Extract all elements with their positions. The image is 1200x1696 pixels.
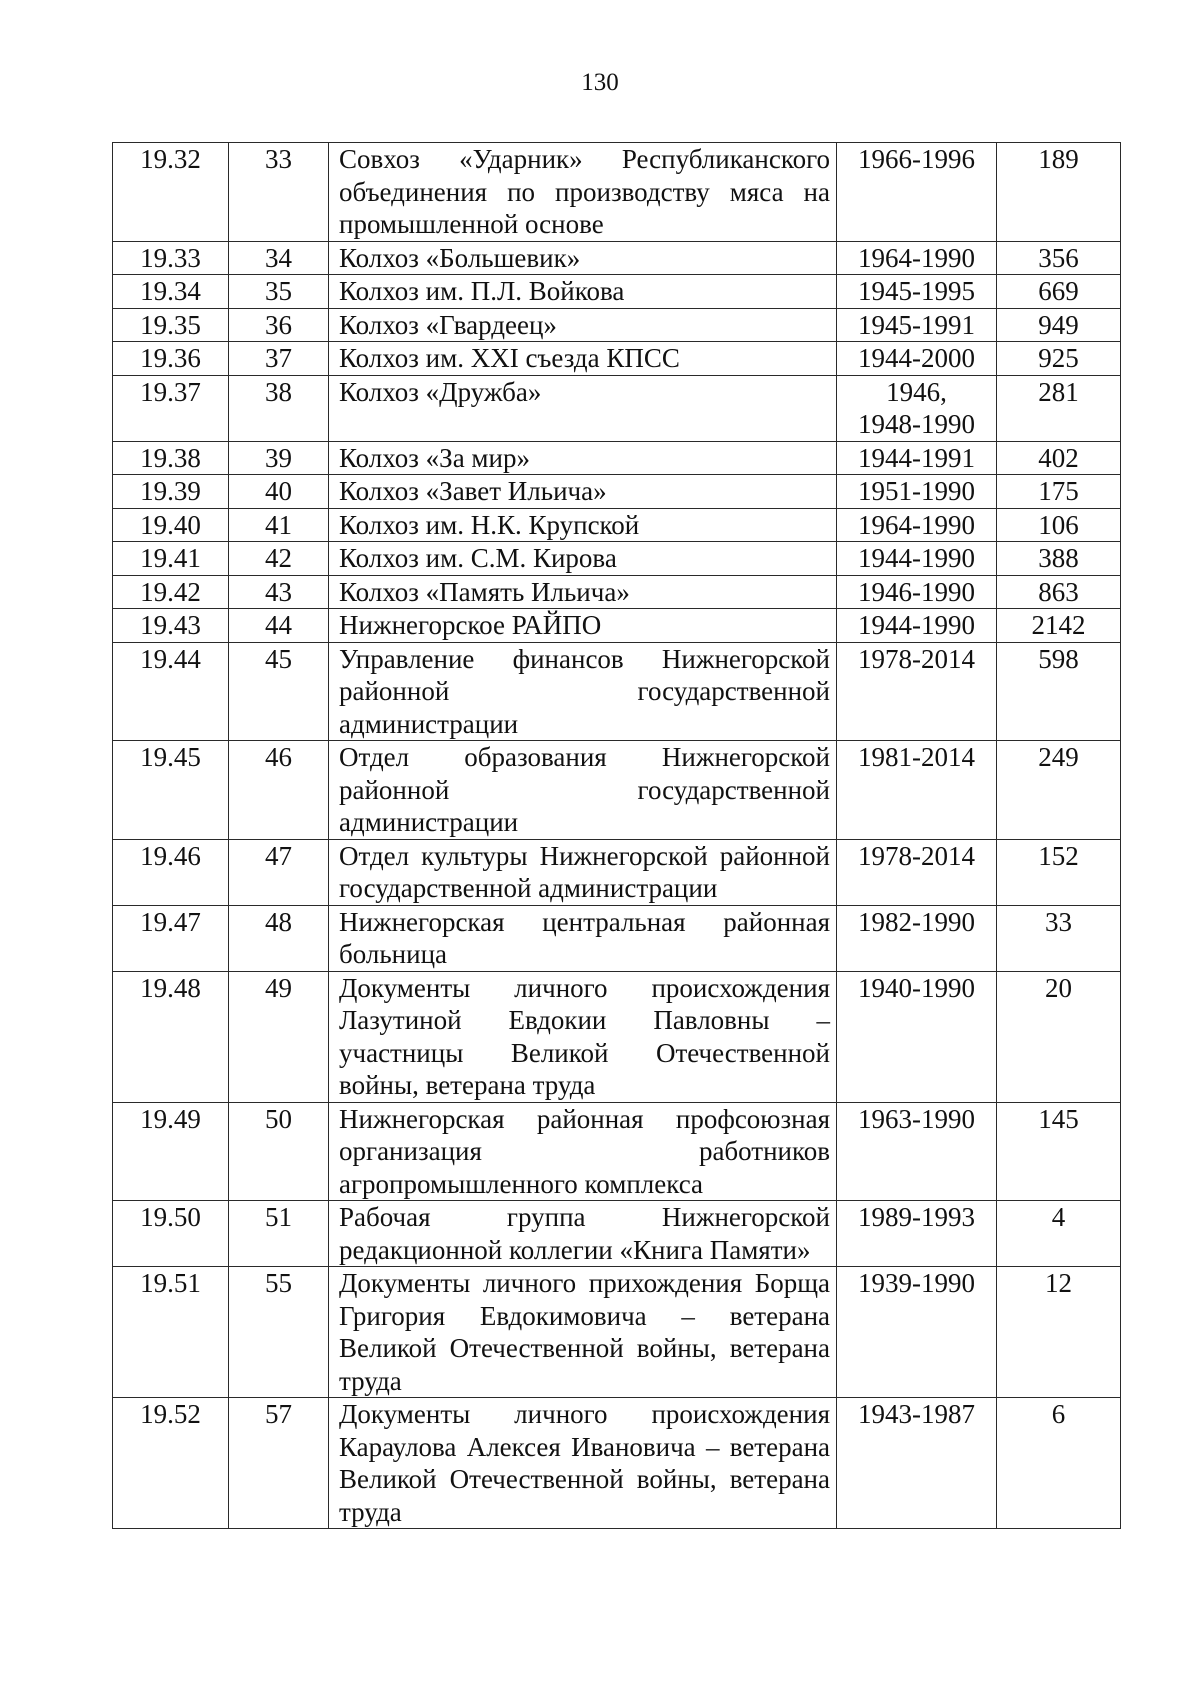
section-number-cell: 19.40 [113, 508, 229, 542]
item-count-cell: 12 [997, 1267, 1121, 1398]
item-count-cell: 925 [997, 342, 1121, 376]
section-number-cell: 19.43 [113, 609, 229, 643]
section-number-cell: 19.47 [113, 905, 229, 971]
date-range-cell: 1944-2000 [837, 342, 997, 376]
item-count-cell: 189 [997, 143, 1121, 242]
table-row [113, 839, 1121, 905]
table-row [113, 642, 1121, 741]
section-number-cell: 19.48 [113, 971, 229, 1102]
section-number-cell: 19.44 [113, 642, 229, 741]
item-count-cell: 598 [997, 642, 1121, 741]
table-row [113, 609, 1121, 643]
date-range-cell: 1944-1990 [837, 609, 997, 643]
fund-name-cell: Управление финансов Нижнегорской районной государственной администрации [329, 642, 837, 741]
fund-number-cell: 34 [229, 241, 329, 275]
section-number-cell: 19.39 [113, 475, 229, 509]
fund-number-cell: 49 [229, 971, 329, 1102]
item-count-cell: 145 [997, 1102, 1121, 1201]
table-row [113, 971, 1121, 1102]
fund-name-cell: Колхоз «За мир» [329, 441, 837, 475]
fund-number-cell: 33 [229, 143, 329, 242]
section-number-cell: 19.42 [113, 575, 229, 609]
table-row [113, 575, 1121, 609]
date-range-cell: 1963-1990 [837, 1102, 997, 1201]
item-count-cell: 281 [997, 375, 1121, 441]
date-range-cell: 1946, 1948-1990 [837, 375, 997, 441]
date-range-cell: 1966-1996 [837, 143, 997, 242]
fund-number-cell: 47 [229, 839, 329, 905]
fund-number-cell: 42 [229, 542, 329, 576]
fund-table-body [113, 143, 1121, 1529]
table-row [113, 308, 1121, 342]
item-count-cell: 2142 [997, 609, 1121, 643]
item-count-cell: 20 [997, 971, 1121, 1102]
fund-name-cell: Колхоз «Завет Ильича» [329, 475, 837, 509]
fund-number-cell: 38 [229, 375, 329, 441]
section-number-cell: 19.50 [113, 1201, 229, 1267]
table-row [113, 475, 1121, 509]
fund-number-cell: 50 [229, 1102, 329, 1201]
date-range-cell: 1981-2014 [837, 741, 997, 840]
table-row [113, 342, 1121, 376]
fund-number-cell: 40 [229, 475, 329, 509]
fund-name-cell: Отдел культуры Нижнегорской районной государственной администрации [329, 839, 837, 905]
table-row [113, 275, 1121, 309]
date-range-cell: 1943-1987 [837, 1398, 997, 1529]
item-count-cell: 106 [997, 508, 1121, 542]
date-range-cell: 1978-2014 [837, 642, 997, 741]
date-range-cell: 1944-1990 [837, 542, 997, 576]
section-number-cell: 19.32 [113, 143, 229, 242]
section-number-cell: 19.34 [113, 275, 229, 309]
fund-name-cell: Документы личного происхождения Караулова Алексея Ивановича – ветерана Великой Отечественной войны, ветерана труда [329, 1398, 837, 1529]
date-range-cell: 1945-1991 [837, 308, 997, 342]
table-row [113, 508, 1121, 542]
table-row [113, 441, 1121, 475]
fund-name-cell: Совхоз «Ударник» Республиканского объединения по производству мяса на промышленной основе [329, 143, 837, 242]
section-number-cell: 19.36 [113, 342, 229, 376]
date-range-cell: 1982-1990 [837, 905, 997, 971]
table-row [113, 1267, 1121, 1398]
fund-name-cell: Колхоз «Память Ильича» [329, 575, 837, 609]
fund-number-cell: 46 [229, 741, 329, 840]
fund-name-cell: Нижнегорская районная профсоюзная организация работников агропромышленного комплекса [329, 1102, 837, 1201]
fund-name-cell: Отдел образования Нижнегорской районной государственной администрации [329, 741, 837, 840]
fund-name-cell: Колхоз «Дружба» [329, 375, 837, 441]
date-range-cell: 1944-1991 [837, 441, 997, 475]
item-count-cell: 152 [997, 839, 1121, 905]
item-count-cell: 863 [997, 575, 1121, 609]
fund-table [112, 142, 1121, 1529]
section-number-cell: 19.46 [113, 839, 229, 905]
date-range-cell: 1964-1990 [837, 241, 997, 275]
item-count-cell: 669 [997, 275, 1121, 309]
date-range-cell: 1989-1993 [837, 1201, 997, 1267]
section-number-cell: 19.33 [113, 241, 229, 275]
item-count-cell: 949 [997, 308, 1121, 342]
fund-name-cell: Рабочая группа Нижнегорской редакционной коллегии «Книга Памяти» [329, 1201, 837, 1267]
table-row [113, 905, 1121, 971]
section-number-cell: 19.37 [113, 375, 229, 441]
fund-name-cell: Нижнегорское РАЙПО [329, 609, 837, 643]
fund-number-cell: 41 [229, 508, 329, 542]
table-row [113, 1102, 1121, 1201]
fund-name-cell: Колхоз им. С.М. Кирова [329, 542, 837, 576]
section-number-cell: 19.41 [113, 542, 229, 576]
table-row [113, 143, 1121, 242]
section-number-cell: 19.49 [113, 1102, 229, 1201]
fund-number-cell: 39 [229, 441, 329, 475]
fund-number-cell: 57 [229, 1398, 329, 1529]
date-range-cell: 1940-1990 [837, 971, 997, 1102]
fund-name-cell: Колхоз им. XXI съезда КПСС [329, 342, 837, 376]
date-range-cell: 1945-1995 [837, 275, 997, 309]
section-number-cell: 19.51 [113, 1267, 229, 1398]
item-count-cell: 388 [997, 542, 1121, 576]
fund-number-cell: 36 [229, 308, 329, 342]
item-count-cell: 33 [997, 905, 1121, 971]
item-count-cell: 249 [997, 741, 1121, 840]
fund-name-cell: Колхоз им. Н.К. Крупской [329, 508, 837, 542]
fund-name-cell: Колхоз им. П.Л. Войкова [329, 275, 837, 309]
page-number: 130 [581, 69, 619, 96]
table-row [113, 741, 1121, 840]
section-number-cell: 19.35 [113, 308, 229, 342]
item-count-cell: 175 [997, 475, 1121, 509]
fund-number-cell: 44 [229, 609, 329, 643]
table-row [113, 375, 1121, 441]
table-row [113, 241, 1121, 275]
fund-number-cell: 48 [229, 905, 329, 971]
fund-number-cell: 55 [229, 1267, 329, 1398]
table-row [113, 1201, 1121, 1267]
fund-name-cell: Документы личного прихождения Борща Григория Евдокимовича – ветерана Великой Отечественной войны, ветерана труда [329, 1267, 837, 1398]
date-range-cell: 1978-2014 [837, 839, 997, 905]
fund-name-cell: Колхоз «Гвардеец» [329, 308, 837, 342]
fund-number-cell: 51 [229, 1201, 329, 1267]
section-number-cell: 19.38 [113, 441, 229, 475]
section-number-cell: 19.52 [113, 1398, 229, 1529]
fund-number-cell: 35 [229, 275, 329, 309]
fund-name-cell: Документы личного происхождения Лазутиной Евдокии Павловны – участницы Великой Отечественной войны, ветерана труда [329, 971, 837, 1102]
date-range-cell: 1951-1990 [837, 475, 997, 509]
table-row [113, 1398, 1121, 1529]
date-range-cell: 1939-1990 [837, 1267, 997, 1398]
item-count-cell: 402 [997, 441, 1121, 475]
fund-number-cell: 37 [229, 342, 329, 376]
item-count-cell: 6 [997, 1398, 1121, 1529]
table-row [113, 542, 1121, 576]
date-range-cell: 1964-1990 [837, 508, 997, 542]
section-number-cell: 19.45 [113, 741, 229, 840]
fund-number-cell: 43 [229, 575, 329, 609]
item-count-cell: 356 [997, 241, 1121, 275]
fund-number-cell: 45 [229, 642, 329, 741]
fund-name-cell: Нижнегорская центральная районная больница [329, 905, 837, 971]
fund-name-cell: Колхоз «Большевик» [329, 241, 837, 275]
item-count-cell: 4 [997, 1201, 1121, 1267]
date-range-cell: 1946-1990 [837, 575, 997, 609]
